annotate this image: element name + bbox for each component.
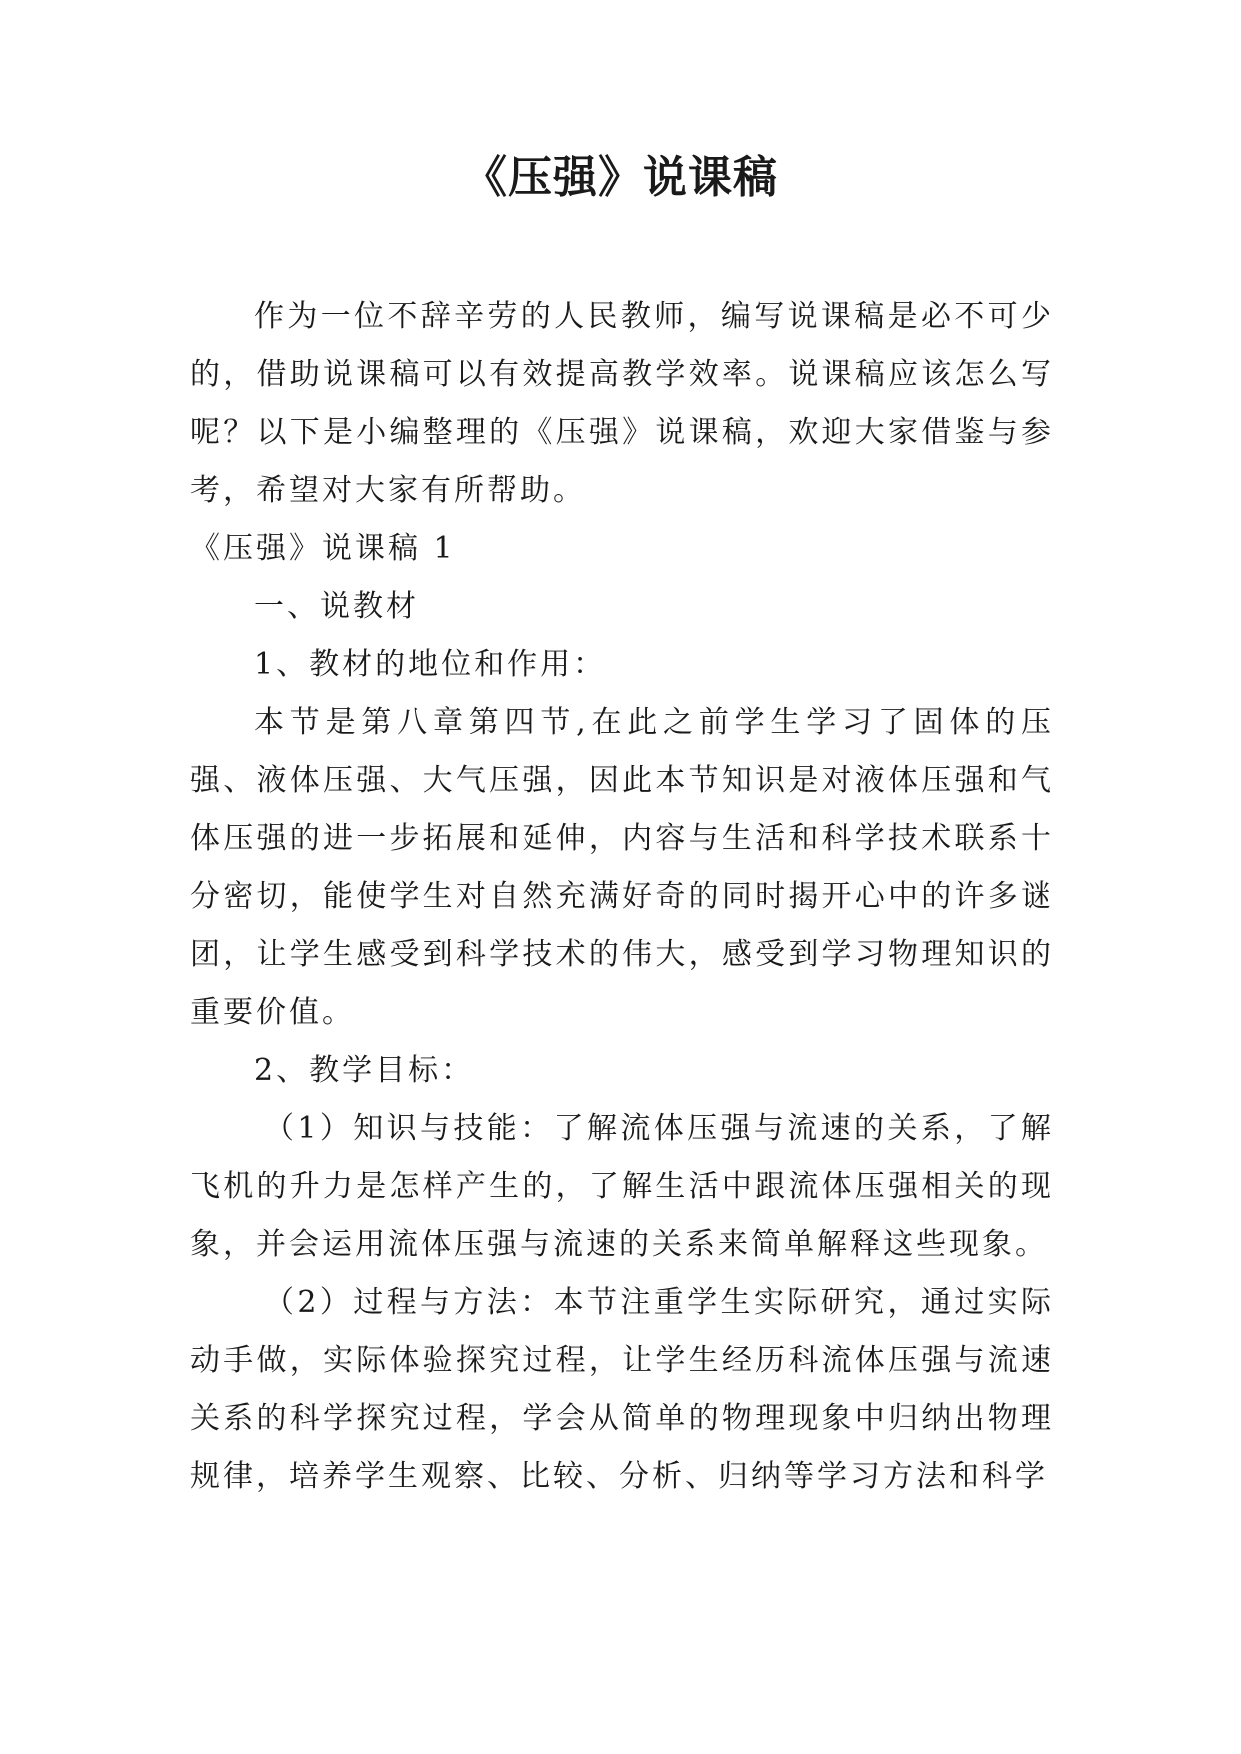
document-body: [190, 288, 1054, 1506]
goal-knowledge-skills: （1）知识与技能：了解流体压强与流速的关系，了解飞机的升力是怎样产生的，了解生活中跟流体压强相关的现象，并会运用流体压强与流速的关系来简单解释这些现象。: [190, 1111, 1054, 1262]
subheading-status-role: 1、教材的地位和作用：: [254, 647, 607, 682]
subheading-teaching-goals: 2、教学目标：: [254, 1053, 475, 1088]
paragraph-status-role: 本节是第八章第四节,在此之前学生学习了固体的压强、液体压强、大气压强，因此本节知识是对液体压强和气体压强的进一步拓展和延伸，内容与生活和科学技术联系十分密切，能使学生对自然充满好奇的同时揭开心中的许多谜团，让学生感受到科学技术的伟大，感受到学习物理知识的重要价值。: [190, 705, 1054, 1030]
intro-paragraph: 作为一位不辞辛劳的人民教师，编写说课稿是必不可少的，借助说课稿可以有效提高教学效率。说课稿应该怎么写呢？以下是小编整理的《压强》说课稿，欢迎大家借鉴与参考，希望对大家有所帮助。: [190, 299, 1054, 508]
section-title: 《压强》说课稿 1: [190, 531, 456, 566]
document-title: 《压强》说课稿: [463, 152, 778, 203]
heading-teaching-material: 一、说教材: [254, 589, 419, 624]
goal-process-method: （2）过程与方法：本节注重学生实际研究，通过实际动手做，实际体验探究过程，让学生经历科流体压强与流速关系的科学探究过程，学会从简单的物理现象中归纳出物理规律，培养学生观察、比较、分析、归纳等学习方法和科学: [190, 1285, 1054, 1494]
